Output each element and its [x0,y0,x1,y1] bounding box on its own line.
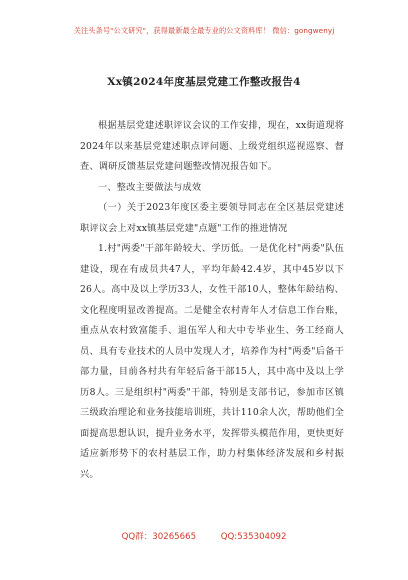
header-banner: 关注头条号"公文研究"，获得最新最全最专业的公文资料库！ 微信：gongwenyj [73,26,335,35]
qq-group-text: QQ群：30265665 [121,532,197,542]
subsection-heading: （一）关于2023年度区委主要领导同志在全区基层党建述职评议会上对xx镇基层党建"点题"工作的推进情况 [80,202,344,234]
footer-contact [0,530,408,542]
qq-number-text: QQ:535304092 [220,532,287,542]
body-paragraph: 1.村"两委"干部年龄较大、学历低。一是优化村"两委"队伍建设，现在有成员共47人，平均年龄42.4岁，其中45岁以下26人。高中及以上学历33人，女性干部10人，整体年龄结构、文化程度明显改善提高。二是健全农村青年人才信息工作台账，重点从农村致富能手、退伍军人和大中专毕业生、务工经商人员、具有专业技术的人员中发现人才，培养作为村"两委"后备干部力量，目前各村共有年轻后备干部15人，其中高中及以上学历8人。三是组织村"两委"干部，特别是支部书记，参加市区镇三级政治理论和业务技能培训班，共计110余人次，帮助他们全面提高思想认识，提升业务水平，发挥带头模范作用，更快更好适应新形势下的农村基层工作，助力村集体经济发展和乡村振兴。 [80,243,344,480]
page-title: Xx镇2024年度基层党建工作整改报告4 [107,76,301,88]
intro-paragraph: 根据基层党建述职评议会议的工作安排，现在，xx街道现将2024年以来基层党建述职点评问题、上级党组织巡视巡察、督查、调研反馈基层党建问题整改情况报告如下。 [80,120,344,172]
document-body [80,116,344,485]
section-heading: 一、整改主要做法与成效 [98,181,202,193]
